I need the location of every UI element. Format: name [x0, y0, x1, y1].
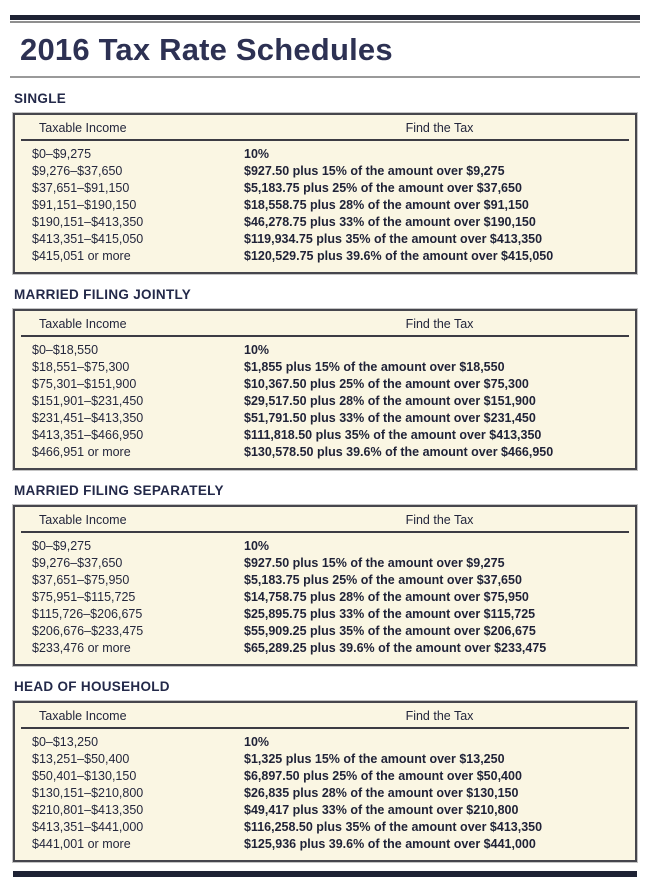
column-header-find-the-tax: Find the Tax — [405, 317, 474, 331]
tax-formula: $10,367.50 plus 25% of the amount over $75,300 — [244, 377, 529, 391]
top-rule-thick — [10, 15, 640, 20]
income-range: $210,801–$413,350 — [32, 803, 144, 817]
tax-formula: $130,578.50 plus 39.6% of the amount over $466,950 — [244, 445, 554, 459]
table-row — [32, 231, 629, 248]
tax-formula: $1,855 plus 15% of the amount over $18,550 — [244, 360, 505, 374]
tax-formula: $29,517.50 plus 28% of the amount over $151,900 — [244, 394, 536, 408]
table-row — [32, 197, 629, 214]
table-row — [32, 768, 629, 785]
table-row — [32, 163, 629, 180]
column-header-find-the-tax: Find the Tax — [405, 513, 474, 527]
table-row — [32, 180, 629, 197]
tax-formula: $927.50 plus 15% of the amount over $9,275 — [244, 556, 505, 570]
tax-table-married-filing-separately — [13, 505, 637, 666]
table-row — [32, 444, 629, 461]
tax-formula: $25,895.75 plus 33% of the amount over $115,725 — [244, 607, 536, 621]
income-range: $13,251–$50,400 — [32, 752, 130, 766]
table-body — [15, 337, 635, 468]
income-range: $37,651–$91,150 — [32, 181, 130, 195]
tax-formula: $51,791.50 plus 33% of the amount over $231,450 — [244, 411, 536, 425]
income-range: $466,951 or more — [32, 445, 131, 459]
income-range: $151,901–$231,450 — [32, 394, 144, 408]
table-row — [32, 606, 629, 623]
table-header-row — [15, 115, 635, 139]
income-range: $231,451–$413,350 — [32, 411, 144, 425]
income-range: $50,401–$130,150 — [32, 769, 137, 783]
column-header-find-the-tax: Find the Tax — [405, 121, 474, 135]
tax-formula: $18,558.75 plus 28% of the amount over $91,150 — [244, 198, 529, 212]
tax-table-head-of-household — [13, 701, 637, 862]
income-range: $9,276–$37,650 — [32, 164, 123, 178]
tax-formula: $1,325 plus 15% of the amount over $13,250 — [244, 752, 505, 766]
tax-formula: $26,835 plus 28% of the amount over $130,150 — [244, 786, 519, 800]
table-row — [32, 640, 629, 657]
income-range: $0–$13,250 — [32, 735, 99, 749]
table-row — [32, 836, 629, 853]
table-row — [32, 214, 629, 231]
column-header-taxable-income: Taxable Income — [39, 513, 127, 527]
table-row — [32, 785, 629, 802]
top-rule-thin — [10, 21, 640, 23]
income-range: $190,151–$413,350 — [32, 215, 144, 229]
income-range: $91,151–$190,150 — [32, 198, 137, 212]
table-header-row — [15, 703, 635, 727]
table-row — [32, 359, 629, 376]
table-row — [32, 376, 629, 393]
table-row — [32, 538, 629, 555]
income-range: $0–$9,275 — [32, 147, 92, 161]
income-range: $441,001 or more — [32, 837, 131, 851]
income-range: $233,476 or more — [32, 641, 131, 655]
income-range: $18,551–$75,300 — [32, 360, 130, 374]
income-range: $413,351–$466,950 — [32, 428, 144, 442]
income-range: $9,276–$37,650 — [32, 556, 123, 570]
income-range: $75,951–$115,725 — [32, 590, 136, 604]
table-header-row — [15, 311, 635, 335]
table-header-row — [15, 507, 635, 531]
table-row — [32, 802, 629, 819]
tax-formula: $5,183.75 plus 25% of the amount over $37,650 — [244, 573, 522, 587]
income-range: $206,676–$233,475 — [32, 624, 144, 638]
table-row — [32, 146, 629, 163]
tax-formula: $6,897.50 plus 25% of the amount over $50,400 — [244, 769, 522, 783]
tax-formula: $49,417 plus 33% of the amount over $210,800 — [244, 803, 519, 817]
table-row — [32, 572, 629, 589]
title-rule — [10, 76, 640, 78]
tax-formula: $111,818.50 plus 35% of the amount over $413,350 — [244, 428, 542, 442]
table-row — [32, 734, 629, 751]
column-header-taxable-income: Taxable Income — [39, 709, 127, 723]
table-row — [32, 248, 629, 265]
tax-formula: $116,258.50 plus 35% of the amount over $413,350 — [244, 820, 543, 834]
income-range: $413,351–$441,000 — [32, 820, 144, 834]
table-row — [32, 819, 629, 836]
tax-formula: $46,278.75 plus 33% of the amount over $190,150 — [244, 215, 536, 229]
table-body — [15, 141, 635, 272]
tax-formula: $55,909.25 plus 35% of the amount over $206,675 — [244, 624, 536, 638]
income-range: $0–$18,550 — [32, 343, 99, 357]
column-header-find-the-tax: Find the Tax — [405, 709, 474, 723]
table-body — [15, 729, 635, 860]
section-heading-married-filing-jointly: MARRIED FILING JOINTLY — [14, 287, 192, 302]
tax-table-single — [13, 113, 637, 274]
income-range: $37,651–$75,950 — [32, 573, 130, 587]
table-row — [32, 751, 629, 768]
table-row — [32, 623, 629, 640]
tax-formula: $119,934.75 plus 35% of the amount over $413,350 — [244, 232, 543, 246]
tax-formula: 10% — [244, 735, 270, 749]
income-range: $415,051 or more — [32, 249, 131, 263]
table-row — [32, 555, 629, 572]
tax-formula: $125,936 plus 39.6% of the amount over $441,000 — [244, 837, 536, 851]
tax-formula: $14,758.75 plus 28% of the amount over $75,950 — [244, 590, 529, 604]
income-range: $413,351–$415,050 — [32, 232, 144, 246]
income-range: $130,151–$210,800 — [32, 786, 144, 800]
section-heading-married-filing-separately: MARRIED FILING SEPARATELY — [14, 483, 224, 498]
column-header-taxable-income: Taxable Income — [39, 121, 127, 135]
income-range: $75,301–$151,900 — [32, 377, 137, 391]
table-row — [32, 410, 629, 427]
section-heading-head-of-household: HEAD OF HOUSEHOLD — [14, 679, 170, 694]
income-range: $115,726–$206,675 — [32, 607, 143, 621]
tax-formula: $120,529.75 plus 39.6% of the amount over $415,050 — [244, 249, 554, 263]
table-row — [32, 342, 629, 359]
column-header-taxable-income: Taxable Income — [39, 317, 127, 331]
table-row — [32, 589, 629, 606]
tax-table-married-filing-jointly — [13, 309, 637, 470]
tax-formula: $5,183.75 plus 25% of the amount over $37,650 — [244, 181, 522, 195]
table-body — [15, 533, 635, 664]
tax-formula: 10% — [244, 343, 270, 357]
table-row — [32, 427, 629, 444]
bottom-rule — [13, 871, 637, 877]
tax-formula: 10% — [244, 539, 270, 553]
tax-formula: 10% — [244, 147, 270, 161]
income-range: $0–$9,275 — [32, 539, 92, 553]
tax-formula: $927.50 plus 15% of the amount over $9,275 — [244, 164, 505, 178]
page-title: 2016 Tax Rate Schedules — [20, 32, 393, 67]
section-heading-single: SINGLE — [14, 91, 67, 106]
tax-formula: $65,289.25 plus 39.6% of the amount over $233,475 — [244, 641, 547, 655]
table-row — [32, 393, 629, 410]
